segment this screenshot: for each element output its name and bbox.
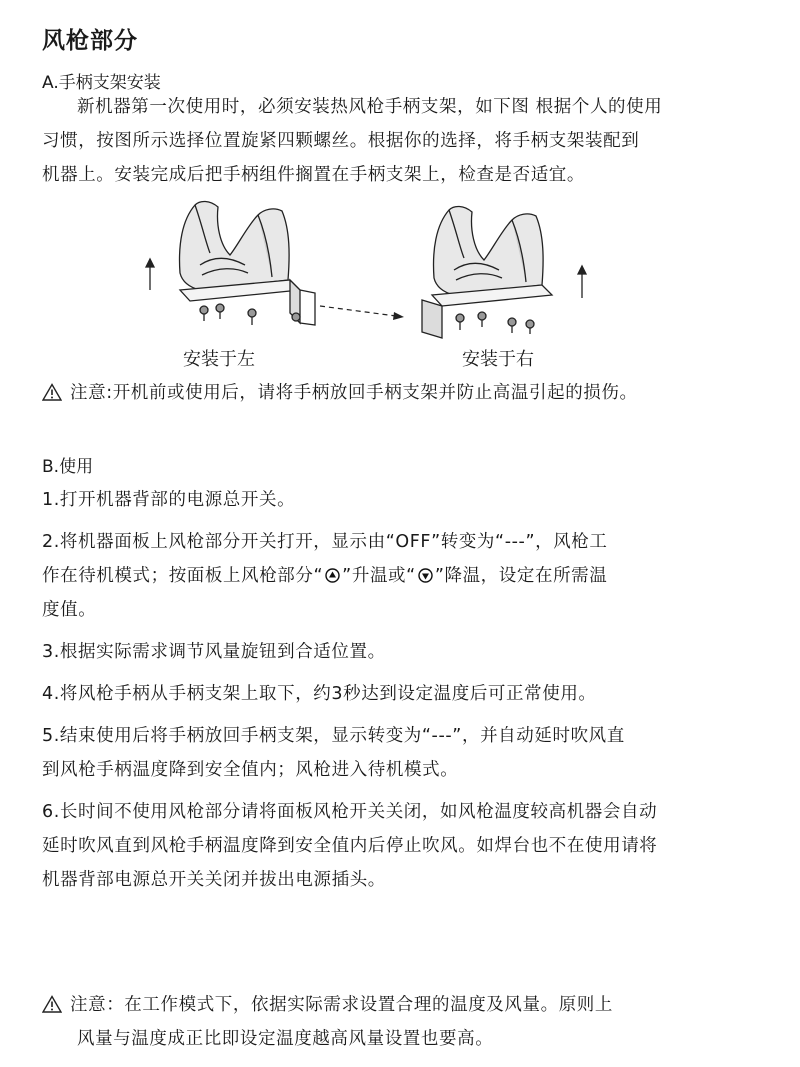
part-a-paragraph <box>42 90 772 192</box>
para-line: 习惯，按图所示选择位置旋紧四颗螺丝。根据你的选择，将手柄支架装配到 <box>42 131 640 151</box>
para-line: 新机器第一次使用时，必须安装热风枪手柄支架，如下图 根据个人的使用 <box>77 97 663 117</box>
list-item-2-line3: 度值。 <box>42 600 97 620</box>
warning-triangle-icon <box>42 995 62 1013</box>
para-line: 机器上。安装完成后把手柄组件搁置在手柄支架上，检查是否适宜。 <box>42 165 585 185</box>
up-arrow-circle-icon <box>325 568 340 583</box>
list-item-1: 1.打开机器背部的电源总开关。 <box>42 490 296 510</box>
final-note-text-1: 注意：在工作模式下，依据实际需求设置合理的温度及风量。原则上 <box>70 995 613 1015</box>
item2-text-b: ”升温或“ <box>342 566 416 586</box>
warning-triangle-icon <box>42 383 62 401</box>
list-item-3: 3.根据实际需求调节风量旋钮到合适位置。 <box>42 642 386 662</box>
note-a <box>42 376 638 410</box>
note-a-text: 注意:开机前或使用后，请将手柄放回手柄支架并防止高温引起的损伤。 <box>70 383 638 403</box>
final-note-line1 <box>42 988 782 1022</box>
caption-left: 安装于左 <box>183 349 255 370</box>
list-item-2-line1: 2.将机器面板上风枪部分开关打开，显示由“OFF”转变为“---”，风枪工 <box>42 532 608 552</box>
final-note-line2: 风量与温度成正比即设定温度越高风量设置也要高。 <box>77 1029 494 1049</box>
list-item-6-line2: 延时吹风直到风枪手柄温度降到安全值内后停止吹风。如焊台也不在使用请将 <box>42 836 658 856</box>
list-item-4: 4.将风枪手柄从手柄支架上取下，约3秒达到设定温度后可正常使用。 <box>42 684 597 704</box>
caption-right: 安装于右 <box>462 349 534 370</box>
holder-right-illustration <box>412 200 602 340</box>
dashed-arrow-icon <box>318 300 408 324</box>
item2-text-a: 作在待机模式；按面板上风枪部分“ <box>42 566 324 586</box>
section-title: 风枪部分 <box>42 28 138 54</box>
part-b-list <box>42 483 782 897</box>
part-b-heading: B.使用 <box>42 457 94 477</box>
part-a-heading: A.手柄支架安装 <box>42 73 161 93</box>
holder-left-illustration <box>140 195 330 335</box>
list-item-6-line3: 机器背部电源总开关关闭并拔出电源插头。 <box>42 870 386 890</box>
final-note <box>42 988 782 1056</box>
list-item-2-line2 <box>42 559 782 593</box>
list-item-6-line1: 6.长时间不使用风枪部分请将面板风枪开关关闭，如风枪温度较高机器会自动 <box>42 802 658 822</box>
list-item-5-line1: 5.结束使用后将手柄放回手柄支架，显示转变为“---”，并自动延时吹风直 <box>42 726 625 746</box>
item2-text-c: ”降温，设定在所需温 <box>434 566 608 586</box>
down-arrow-circle-icon <box>418 568 433 583</box>
list-item-5-line2: 到风枪手柄温度降到安全值内；风枪进入待机模式。 <box>42 760 459 780</box>
